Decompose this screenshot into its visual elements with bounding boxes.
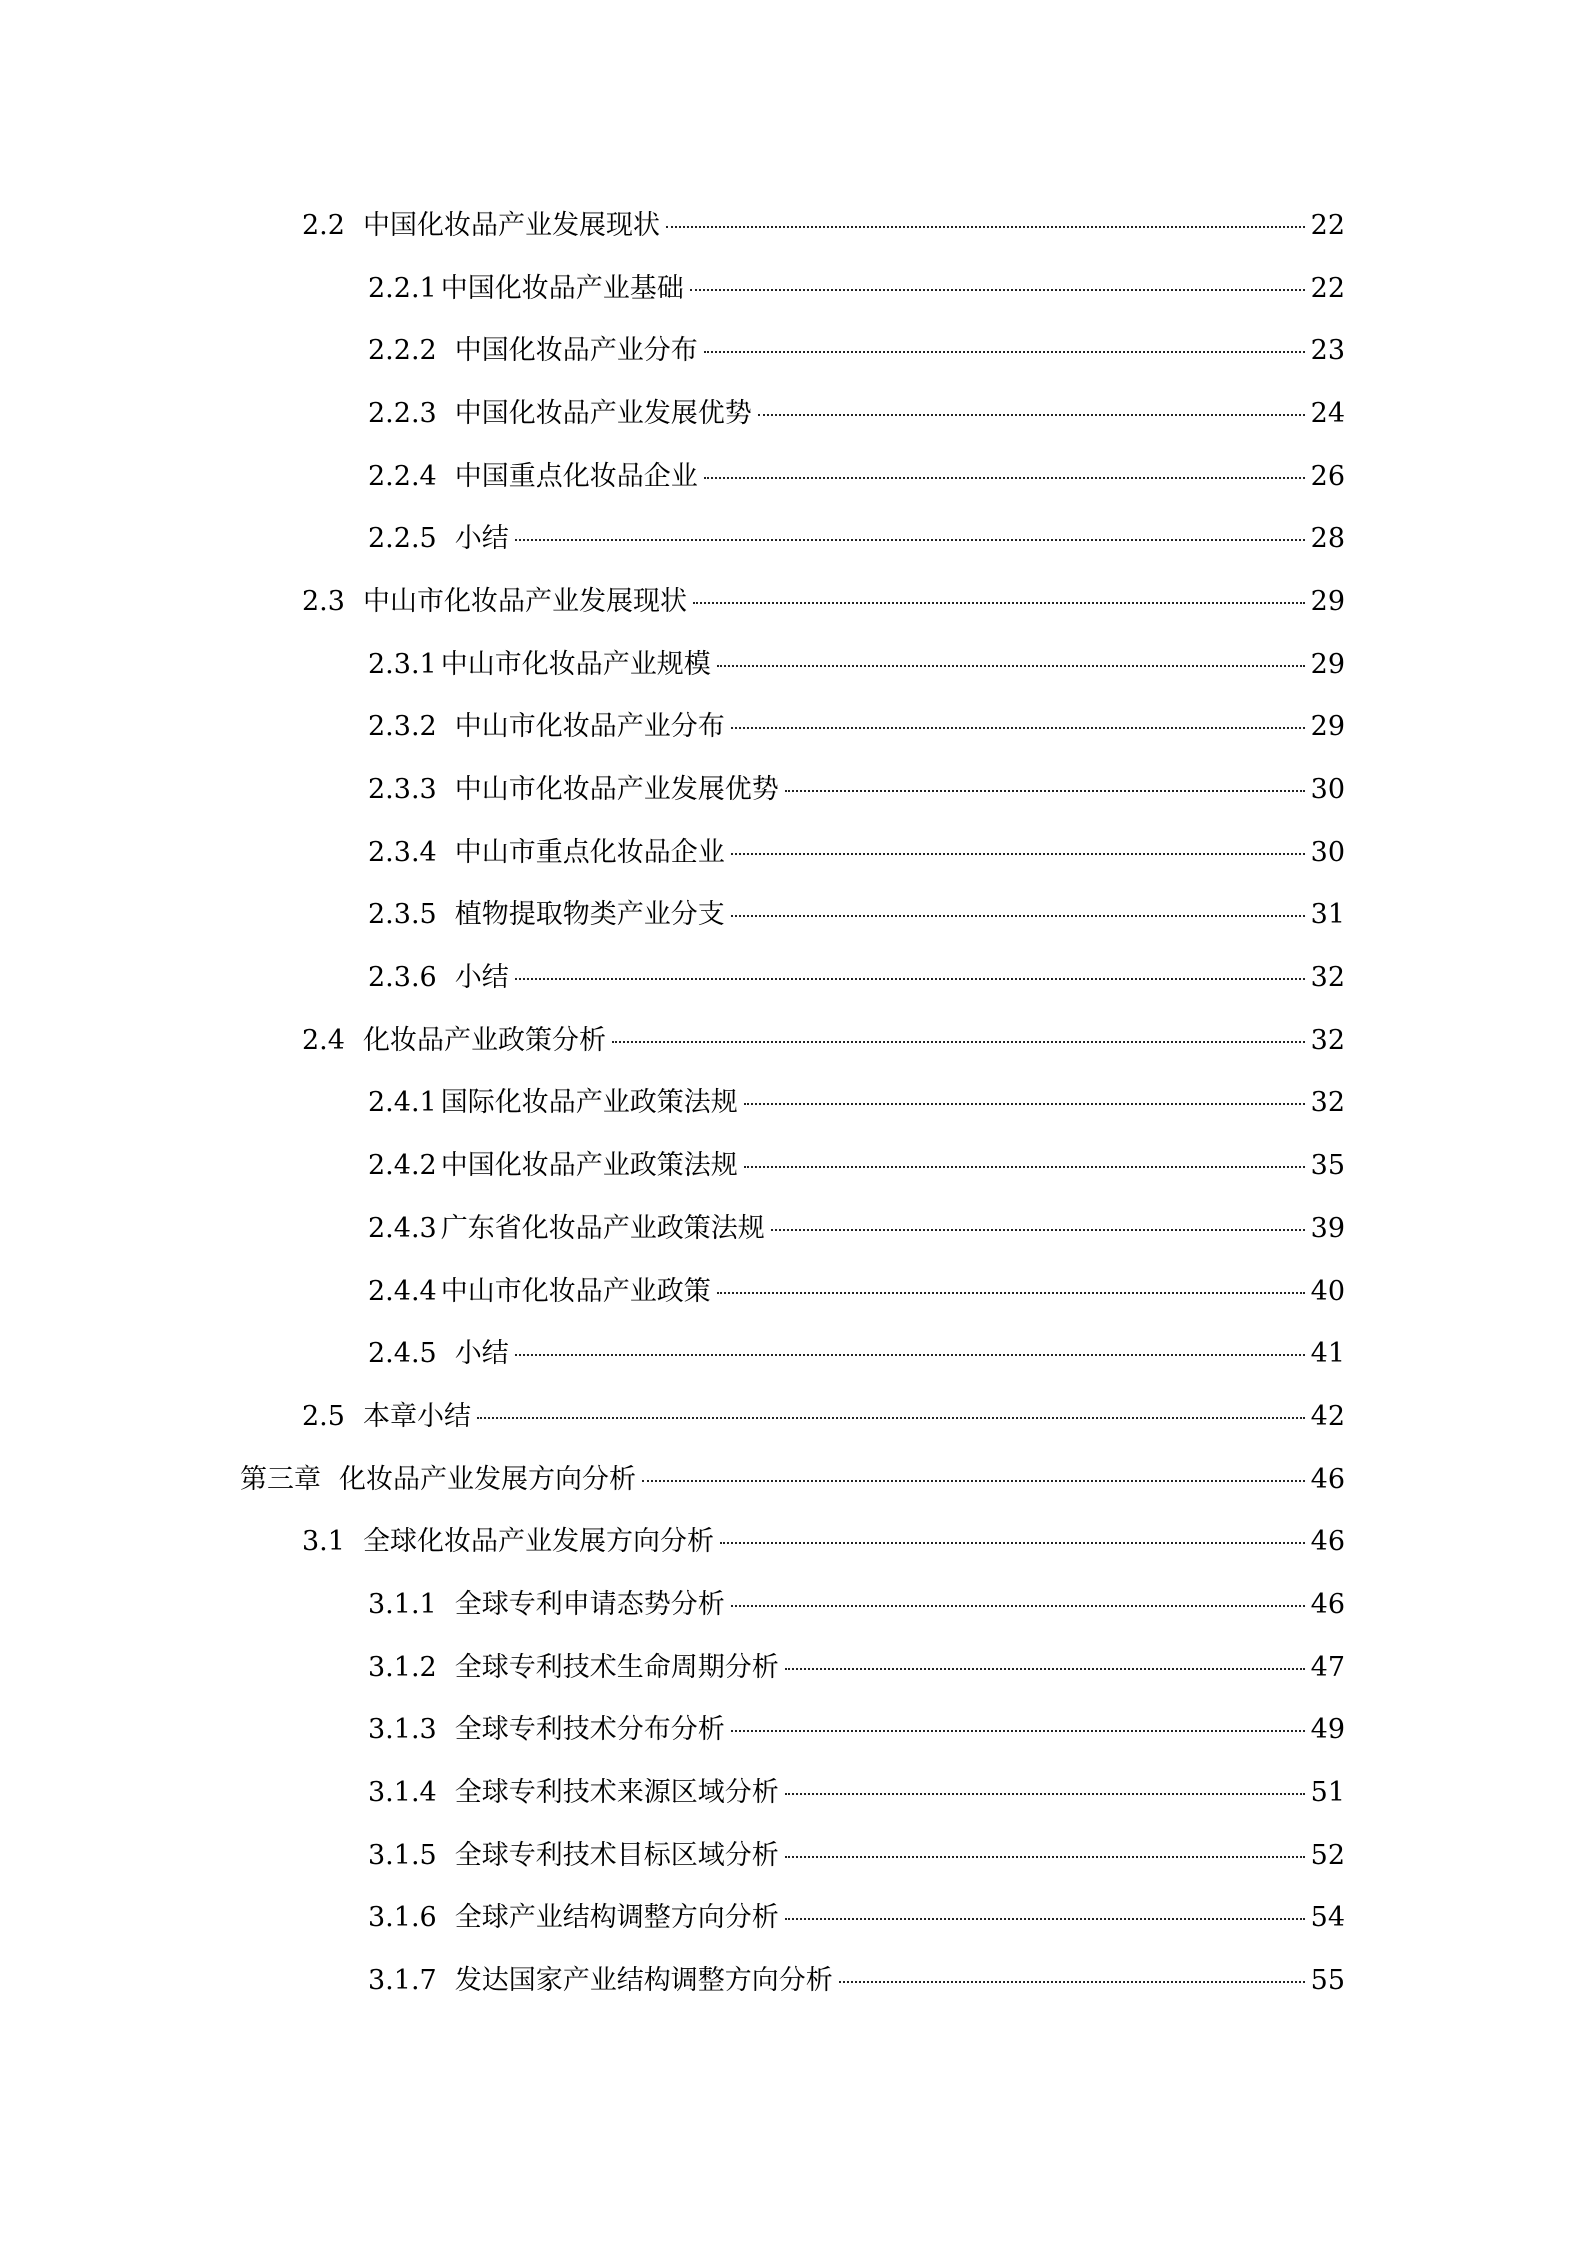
toc-entry-number: 2.2.4: [368, 460, 437, 492]
toc-entry-page-number: 51: [1310, 1777, 1345, 1809]
toc-dot-leader: [785, 1668, 1305, 1670]
toc-dot-leader: [785, 1856, 1305, 1858]
toc-entry-title: 化妆品产业发展方向分析: [339, 1463, 636, 1495]
toc-entry-page-number: 40: [1310, 1275, 1345, 1307]
toc-entry-page-number: 26: [1310, 460, 1345, 492]
toc-dot-leader: [720, 1542, 1305, 1544]
toc-entry-number: 2.4.4: [368, 1275, 437, 1307]
toc-entry[interactable]: [0, 1072, 1586, 1135]
toc-entry-number: 3.1.6: [368, 1902, 437, 1934]
toc-entry-line: [368, 1087, 1345, 1119]
toc-entry-page-number: 46: [1310, 1588, 1345, 1620]
toc-entry[interactable]: [0, 696, 1586, 759]
toc-entry-page-number: 29: [1310, 711, 1345, 743]
toc-entry-line: [368, 1965, 1345, 1997]
toc-entry[interactable]: [0, 884, 1586, 947]
toc-entry-line: [368, 962, 1345, 994]
toc-entry-number: 3.1.2: [368, 1651, 437, 1683]
toc-entry[interactable]: [0, 1699, 1586, 1762]
toc-entry-line: [368, 1902, 1345, 1934]
toc-entry-number: 3.1: [302, 1526, 345, 1558]
toc-dot-leader: [839, 1981, 1305, 1983]
toc-entry-page-number: 39: [1310, 1212, 1345, 1244]
toc-entry-line: [368, 335, 1345, 367]
toc-entry-page-number: 31: [1310, 899, 1345, 931]
toc-entry-number: 2.2: [302, 209, 345, 241]
toc-entry-line: [368, 711, 1345, 743]
toc-entry-page-number: 32: [1310, 1087, 1345, 1119]
toc-entry-title: 广东省化妆品产业政策法规: [440, 1212, 765, 1244]
toc-entry-number: 第三章: [240, 1463, 321, 1495]
toc-dot-leader: [693, 602, 1305, 604]
toc-entry-number: 2.4.3: [368, 1212, 437, 1244]
toc-entry-line: [368, 1714, 1345, 1746]
toc-entry-page-number: 29: [1310, 585, 1345, 617]
toc-entry-title: 中国化妆品产业基础: [440, 272, 684, 304]
toc-entry[interactable]: [0, 1197, 1586, 1260]
toc-entry-title: 全球专利技术生命周期分析: [454, 1651, 779, 1683]
toc-dot-leader: [785, 790, 1305, 792]
toc-entry-title: 全球产业结构调整方向分析: [454, 1902, 779, 1934]
toc-entry-number: 2.4.1: [368, 1087, 437, 1119]
toc-entry-line: [368, 1839, 1345, 1871]
toc-entry-page-number: 52: [1310, 1839, 1345, 1871]
toc-entry[interactable]: [0, 1636, 1586, 1699]
toc-dot-leader: [642, 1480, 1305, 1482]
toc-dot-leader: [704, 477, 1305, 479]
toc-entry-number: 2.3.3: [368, 774, 437, 806]
toc-entry-page-number: 35: [1310, 1150, 1345, 1182]
toc-entry-title: 国际化妆品产业政策法规: [440, 1087, 738, 1119]
toc-entry-title: 中山市化妆品产业政策: [440, 1275, 711, 1307]
toc-entry[interactable]: [0, 1949, 1586, 2012]
toc-entry-title: 中国化妆品产业发展现状: [362, 209, 660, 241]
toc-entry-title: 中国重点化妆品企业: [454, 460, 698, 492]
toc-entry-number: 2.2.3: [368, 397, 437, 429]
toc-dot-leader: [744, 1166, 1305, 1168]
toc-entry[interactable]: [0, 507, 1586, 570]
toc-entry-page-number: 29: [1310, 648, 1345, 680]
toc-entry-number: 2.4.5: [368, 1338, 437, 1370]
toc-entry-line: [368, 272, 1345, 304]
toc-entry[interactable]: [0, 1573, 1586, 1636]
toc-entry-title: 小结: [454, 523, 509, 555]
toc-dot-leader: [771, 1229, 1305, 1231]
toc-entry-number: 2.2.1: [368, 272, 437, 304]
toc-entry-page-number: 32: [1310, 962, 1345, 994]
toc-dot-leader: [690, 289, 1305, 291]
toc-entry-number: 3.1.1: [368, 1588, 437, 1620]
toc-dot-leader: [758, 414, 1305, 416]
toc-entry-line: [368, 1150, 1345, 1182]
toc-entry-page-number: 49: [1310, 1714, 1345, 1746]
toc-entry-page-number: 28: [1310, 523, 1345, 555]
toc-entry-page-number: 30: [1310, 774, 1345, 806]
toc-entry-title: 中国化妆品产业政策法规: [440, 1150, 738, 1182]
toc-entry-number: 2.2.2: [368, 335, 437, 367]
toc-entry-page-number: 32: [1310, 1024, 1345, 1056]
toc-entry-number: 3.1.5: [368, 1839, 437, 1871]
toc-entry[interactable]: [0, 257, 1586, 320]
toc-entry-number: 2.3.4: [368, 836, 437, 868]
toc-entry-line: [368, 1651, 1345, 1683]
toc-dot-leader: [515, 978, 1305, 980]
toc-dot-leader: [717, 665, 1305, 667]
toc-entry[interactable]: [0, 319, 1586, 382]
toc-dot-leader: [785, 1793, 1305, 1795]
toc-entry-page-number: 42: [1310, 1400, 1345, 1432]
toc-entry[interactable]: [0, 633, 1586, 696]
toc-entry-title: 化妆品产业政策分析: [362, 1024, 606, 1056]
toc-entry-number: 2.2.5: [368, 523, 437, 555]
toc-entry[interactable]: [0, 570, 1586, 633]
toc-entry[interactable]: [0, 1510, 1586, 1573]
toc-entry[interactable]: [0, 758, 1586, 821]
toc-entry[interactable]: [0, 946, 1586, 1009]
toc-dot-leader: [717, 1292, 1305, 1294]
toc-entry-title: 中山市重点化妆品企业: [454, 836, 725, 868]
toc-entry-line: [240, 1463, 1345, 1495]
toc-entry-title: 小结: [454, 962, 509, 994]
toc-entry-line: [368, 397, 1345, 429]
toc-entry-page-number: 30: [1310, 836, 1345, 868]
toc-entry-line: [302, 1400, 1345, 1432]
toc-entry-title: 中国化妆品产业分布: [454, 335, 698, 367]
toc-dot-leader: [731, 1605, 1305, 1607]
toc-entry-page-number: 22: [1310, 272, 1345, 304]
toc-entry-page-number: 47: [1310, 1651, 1345, 1683]
toc-entry[interactable]: [0, 1385, 1586, 1448]
toc-dot-leader: [515, 1354, 1305, 1356]
toc-dot-leader: [731, 727, 1305, 729]
toc-entry-page-number: 23: [1310, 335, 1345, 367]
toc-dot-leader: [785, 1918, 1305, 1920]
toc-dot-leader: [612, 1041, 1305, 1043]
toc-entry-page-number: 54: [1310, 1902, 1345, 1934]
toc-entry[interactable]: [0, 1322, 1586, 1385]
toc-entry-line: [368, 523, 1345, 555]
toc-entry-line: [302, 1024, 1345, 1056]
toc-entry-line: [302, 585, 1345, 617]
toc-entry-line: [368, 1338, 1345, 1370]
toc-dot-leader: [731, 915, 1305, 917]
toc-entry-number: 2.4.2: [368, 1150, 437, 1182]
toc-entry[interactable]: [0, 1887, 1586, 1950]
toc-entry-title: 全球专利技术来源区域分析: [454, 1777, 779, 1809]
toc-entry-title: 中山市化妆品产业发展优势: [454, 774, 779, 806]
toc-entry-line: [368, 1275, 1345, 1307]
toc-entry[interactable]: [0, 382, 1586, 445]
toc-entry-title: 本章小结: [362, 1400, 471, 1432]
toc-dot-leader: [744, 1103, 1305, 1105]
toc-entry-page-number: 41: [1310, 1338, 1345, 1370]
toc-entry[interactable]: [0, 821, 1586, 884]
toc-entry-line: [368, 899, 1345, 931]
toc-entry-title: 全球专利技术目标区域分析: [454, 1839, 779, 1871]
toc-entry-page-number: 46: [1310, 1463, 1345, 1495]
toc-entry-number: 2.3.6: [368, 962, 437, 994]
toc-entry-number: 2.5: [302, 1400, 345, 1432]
toc-entry-number: 3.1.4: [368, 1777, 437, 1809]
toc-entry[interactable]: [0, 1260, 1586, 1323]
toc-entry-number: 2.3.5: [368, 899, 437, 931]
toc-dot-leader: [477, 1417, 1305, 1419]
toc-entry-line: [368, 648, 1345, 680]
toc-entry-page-number: 46: [1310, 1526, 1345, 1558]
toc-entry-title: 发达国家产业结构调整方向分析: [454, 1965, 833, 1997]
toc-entry-line: [302, 209, 1345, 241]
toc-entry-page-number: 22: [1310, 209, 1345, 241]
toc-entry-line: [302, 1526, 1345, 1558]
toc-entry-title: 中山市化妆品产业发展现状: [362, 585, 687, 617]
toc-entry-number: 2.3: [302, 585, 345, 617]
table-of-contents: [0, 194, 1586, 2012]
toc-entry-title: 中山市化妆品产业分布: [454, 711, 725, 743]
toc-dot-leader: [704, 351, 1305, 353]
toc-entry-title: 中国化妆品产业发展优势: [454, 397, 752, 429]
toc-entry-title: 全球专利申请态势分析: [454, 1588, 725, 1620]
toc-entry-page-number: 55: [1310, 1965, 1345, 1997]
toc-entry-title: 全球化妆品产业发展方向分析: [362, 1526, 714, 1558]
toc-entry-line: [368, 1777, 1345, 1809]
toc-entry-number: 2.4: [302, 1024, 345, 1056]
toc-dot-leader: [666, 226, 1305, 228]
toc-entry-number: 2.3.2: [368, 711, 437, 743]
toc-entry[interactable]: [0, 1009, 1586, 1072]
toc-dot-leader: [731, 1730, 1305, 1732]
toc-entry[interactable]: [0, 1134, 1586, 1197]
toc-entry-line: [368, 460, 1345, 492]
toc-entry-number: 3.1.3: [368, 1714, 437, 1746]
toc-entry-title: 全球专利技术分布分析: [454, 1714, 725, 1746]
toc-entry-number: 2.3.1: [368, 648, 437, 680]
toc-entry[interactable]: [0, 1761, 1586, 1824]
toc-entry[interactable]: [0, 1824, 1586, 1887]
toc-entry[interactable]: [0, 445, 1586, 508]
toc-entry-line: [368, 774, 1345, 806]
toc-entry-number: 3.1.7: [368, 1965, 437, 1997]
toc-entry-title: 小结: [454, 1338, 509, 1370]
toc-entry[interactable]: [0, 194, 1586, 257]
toc-entry-page-number: 24: [1310, 397, 1345, 429]
toc-dot-leader: [515, 539, 1305, 541]
toc-entry-line: [368, 1212, 1345, 1244]
toc-dot-leader: [731, 853, 1305, 855]
toc-entry[interactable]: [0, 1448, 1586, 1511]
toc-entry-line: [368, 836, 1345, 868]
toc-entry-title: 中山市化妆品产业规模: [440, 648, 711, 680]
toc-entry-line: [368, 1588, 1345, 1620]
toc-entry-title: 植物提取物类产业分支: [454, 899, 725, 931]
